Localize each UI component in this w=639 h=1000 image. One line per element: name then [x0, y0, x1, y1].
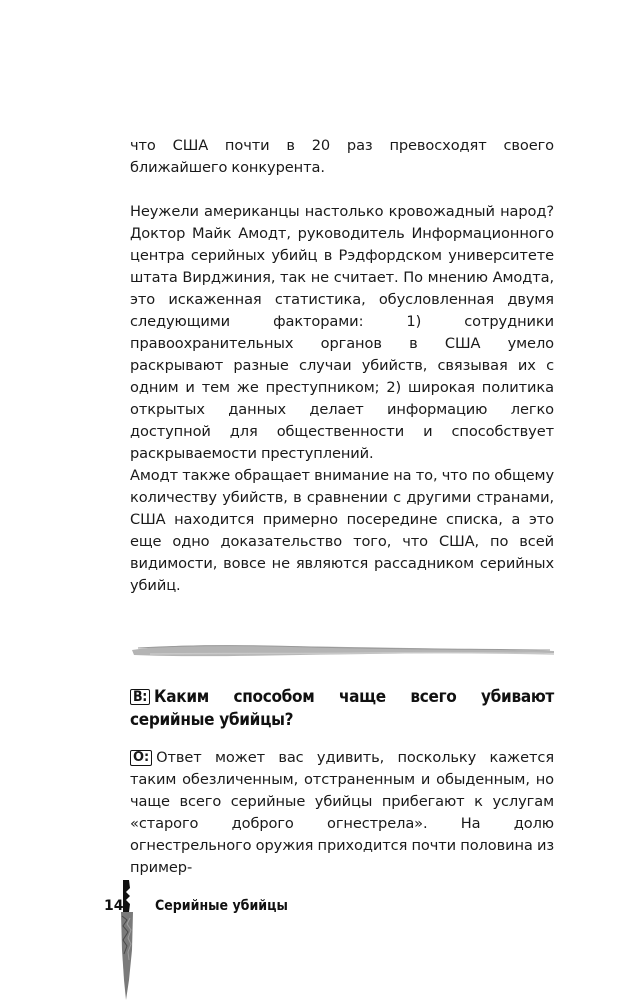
question-label: В:	[130, 689, 150, 705]
brush-stroke-divider	[130, 638, 554, 660]
paragraph-continuation: что США почти в 20 раз превосходят своего ближайшего конкурента.	[130, 137, 554, 176]
answer-text: Ответ может вас удивить, поскольку кажется таким обезличенным, отстраненным и обыденным, но чаще всего серийные убийцы прибегают к услугам «старого доброго огнестрела». На долю огнестрельного оружия приходится почти половина из пример-	[130, 749, 554, 876]
answer-label: О:	[130, 750, 152, 766]
paragraph-amodt-comparison: Амодт также обращает внимание на то, что по общему количеству убийств, в сравнении с другими странами, США находится примерно посередине списка, а это еще одно доказательство того, что США, по всей видимости, вовсе не являются рассадником серийных убийц.	[130, 467, 554, 594]
paragraph-amodt-opinion: Неужели американцы настолько кровожадный народ? Доктор Майк Амодт, руководитель Информационного центра серийных убийц в Рэдфордском университете штата Вирджиния, так не считает. По мнению Амодта, это искаженная статистика, обусловленная двумя следующими факторами: 1) сотрудники правоохранительных органов в США умело раскрывают разные случаи убийств, связывая их с одним и тем же преступником; 2) широкая политика открытых данных делает информацию легко доступной для общественности и способствует раскрываемости преступлений.	[130, 203, 554, 462]
answer-paragraph	[130, 747, 554, 879]
page-number: 14	[104, 898, 124, 914]
question-text: Каким способом чаще всего убивают серийные убийцы?	[130, 687, 554, 730]
question-heading	[130, 686, 554, 732]
running-title: Серийные убийцы	[155, 898, 288, 914]
